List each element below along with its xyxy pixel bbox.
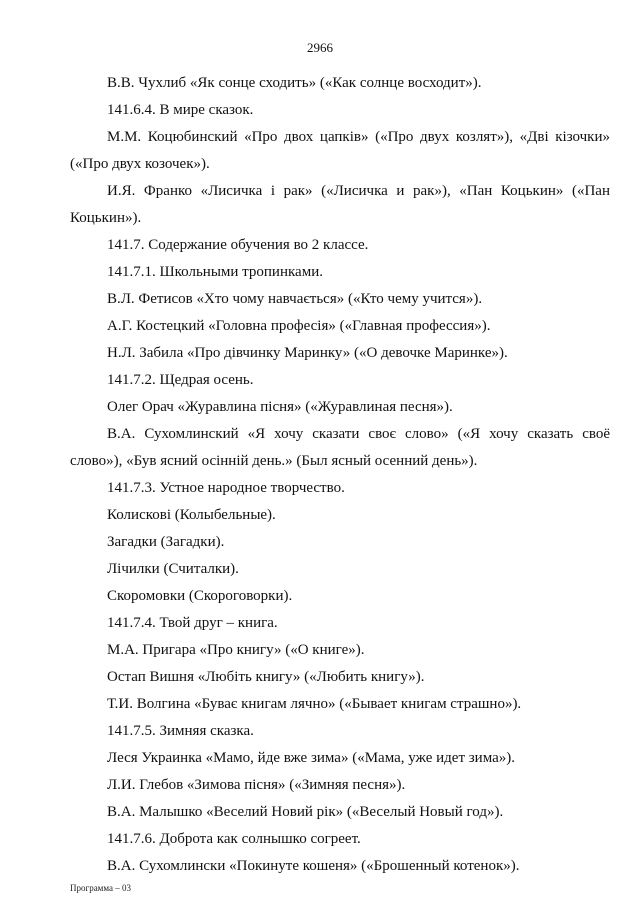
document-body [70,70,610,880]
text-line: Т.И. Волгина «Буває книгам лячно» («Бывает книгам страшно»). [107,696,522,712]
text-line: Н.Л. Забила «Про дівчинку Маринку» («О девочке Маринке»). [107,345,508,361]
text-line: И.Я. Франко «Лисичка і рак» («Лисичка и рак»), «Пан Коцькин» («Пан [107,183,610,199]
text-line: А.Г. Костецкий «Головна професія» («Главная профессия»). [107,318,491,334]
text-line-continuation: («Про двух козочек»). [70,156,210,172]
text-line: Загадки (Загадки). [107,534,225,550]
text-line: В.А. Сухомлинский «Я хочу сказати своє слово» («Я хочу сказать своё [107,426,610,442]
text-line: М.А. Пригара «Про книгу» («О книге»). [107,642,365,658]
page-footer: Программа – 03 [70,883,132,893]
section-heading: 141.7.2. Щедрая осень. [107,372,254,388]
text-line: М.М. Коцюбинский «Про двох цапків» («Про двух козлят»), «Дві кізочки» [107,129,610,145]
section-heading: 141.6.4. В мире сказок. [107,102,254,118]
text-line: В.В. Чухлиб «Як сонце сходить» («Как солнце восходит»). [107,75,482,91]
section-heading: 141.7.6. Доброта как солнышко согреет. [107,831,361,847]
text-line: Скоромовки (Скороговорки). [107,588,293,604]
text-line: Колискові (Колыбельные). [107,507,276,523]
text-line: Лічилки (Считалки). [107,561,239,577]
text-line: Леся Украинка «Мамо, йде вже зима» («Мама, уже идет зима»). [107,750,515,766]
section-heading: 141.7.3. Устное народное творчество. [107,480,345,496]
text-line-continuation: слово»), «Був ясний осінній день.» (Был ясный осенний день»). [70,453,478,469]
text-line: В.А. Сухомлински «Покинуте кошеня» («Брошенный котенок»). [107,858,520,874]
section-heading: 141.7. Содержание обучения во 2 классе. [107,237,369,253]
text-line: В.А. Малышко «Веселий Новий рік» («Веселый Новый год»). [107,804,504,820]
page-number: 2966 [307,40,333,55]
text-line: Остап Вишня «Любіть книгу» («Любить книгу»). [107,669,425,685]
text-line: В.Л. Фетисов «Хто чому навчається» («Кто чему учится»). [107,291,483,307]
text-line: Л.И. Глебов «Зимова пісня» («Зимняя песня»). [107,777,406,793]
section-heading: 141.7.5. Зимняя сказка. [107,723,254,739]
section-heading: 141.7.4. Твой друг – книга. [107,615,278,631]
text-line-continuation: Коцькин»). [70,210,142,226]
text-line: Олег Орач «Журавлина пісня» («Журавлиная песня»). [107,399,453,415]
section-heading: 141.7.1. Школьными тропинками. [107,264,323,280]
